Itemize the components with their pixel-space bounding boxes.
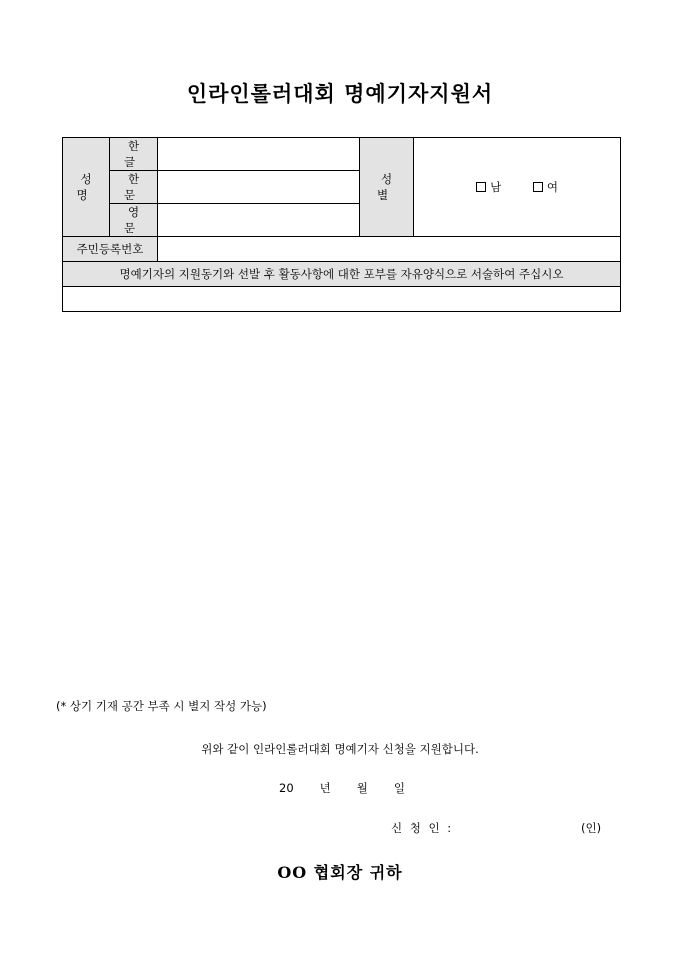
english-label: 영 문: [123, 205, 148, 235]
hangul-label-cell: [110, 138, 158, 171]
hanja-label-cell: [110, 171, 158, 204]
checkbox-icon[interactable]: [533, 182, 543, 192]
hangul-label: 한 글: [123, 139, 148, 169]
date-year: 년: [319, 781, 331, 795]
statement-text-area[interactable]: [63, 287, 621, 312]
hanja-label: 한 문: [123, 172, 148, 202]
gender-label-cell: [360, 138, 414, 237]
english-label-cell: [110, 204, 158, 237]
application-form-table: [62, 137, 621, 312]
name-label-cell: [63, 138, 110, 237]
resident-number-field[interactable]: [158, 237, 621, 262]
date-day: 일: [393, 781, 405, 795]
checkbox-icon[interactable]: [476, 182, 486, 192]
english-name-field[interactable]: [158, 204, 360, 237]
document-title: 인라인롤러대회 명예기자지원서: [186, 81, 494, 106]
instruction-cell: [63, 262, 621, 287]
seal-label: (인): [581, 821, 602, 835]
applicant-label: 신 청 인 :: [391, 821, 454, 835]
resident-number-label-cell: [63, 237, 158, 262]
gender-label: 성 별: [376, 172, 401, 202]
hangul-name-field[interactable]: [158, 138, 360, 171]
date-year-prefix: 20: [279, 781, 294, 795]
gender-option-male-label: 남: [490, 180, 502, 194]
instruction-text: 명예기자의 지원동기와 선발 후 활동사항에 대한 포부를 자유양식으로 서술하여 주십시오: [119, 267, 564, 281]
resident-number-label: 주민등록번호: [76, 242, 144, 256]
date-month: 월: [356, 781, 368, 795]
gender-option-female[interactable]: [533, 179, 558, 195]
date-line: [279, 780, 431, 796]
apply-statement: 위와 같이 인라인롤러대회 명예기자 신청을 지원합니다.: [201, 742, 479, 756]
addressee: OO 협회장 귀하: [277, 863, 403, 882]
hanja-name-field[interactable]: [158, 171, 360, 204]
space-note: (* 상기 기재 공간 부족 시 별지 작성 가능): [56, 699, 267, 713]
gender-options-cell: [414, 138, 621, 237]
name-label: 성 명: [76, 172, 100, 202]
gender-option-female-label: 여: [546, 180, 558, 194]
gender-option-male[interactable]: [476, 179, 501, 195]
